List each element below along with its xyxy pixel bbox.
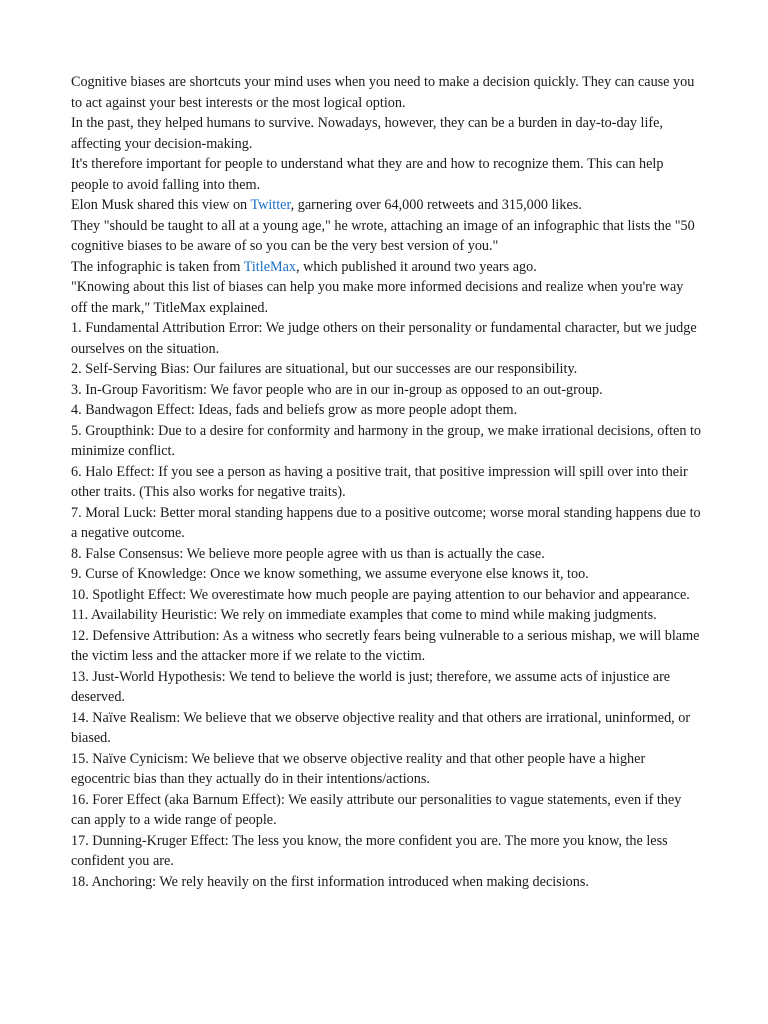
bias-item-11: 11. Availability Heuristic: We rely on immediate examples that come to mind while making judgments. bbox=[71, 607, 657, 623]
bias-item-16: 16. Forer Effect (aka Barnum Effect): We easily attribute our personalities to vague statements, even if they can apply to a wide range of people. bbox=[71, 791, 682, 828]
musk-text-after: , garnering over 64,000 retweets and 315,000 likes. bbox=[290, 197, 582, 213]
bias-item-18: 18. Anchoring: We rely heavily on the first information introduced when making decisions. bbox=[71, 873, 589, 890]
bias-item-3: 3. In-Group Favoritism: We favor people who are in our in-group as opposed to an out-group. bbox=[71, 381, 603, 398]
bias-item-12: 12. Defensive Attribution: As a witness who secretly fears being vulnerable to a serious mishap, we will blame the victim less and the attacker more if we relate to the victim. bbox=[71, 627, 700, 664]
bias-item-17: 17. Dunning-Kruger Effect: The less you know, the more confident you are. The more you know, the less confident you are. bbox=[71, 832, 668, 869]
bias-item-5: 5. Groupthink: Due to a desire for conformity and harmony in the group, we make irrational decisions, often to minimize conflict. bbox=[71, 422, 701, 459]
bias-item-15: 15. Naïve Cynicism: We believe that we observe objective reality and that other people have a higher egocentric bias than they actually do in their intentions/actions. bbox=[71, 750, 646, 787]
paragraph-importance: It's therefore important for people to understand what they are and how to recognize them. This can help people to avoid falling into them. bbox=[71, 156, 664, 193]
bias-item-7: 7. Moral Luck: Better moral standing happens due to a positive outcome; worse moral standing happens due to a negative outcome. bbox=[71, 504, 701, 541]
musk-text-before: Elon Musk shared this view on bbox=[71, 197, 251, 213]
paragraph-quote-titlemax: "Knowing about this list of biases can help you make more informed decisions and realize when you're way off the mark," TitleMax explained. bbox=[71, 279, 684, 316]
source-text-after: , which published it around two years ago. bbox=[296, 258, 537, 275]
bias-item-14: 14. Naïve Realism: We believe that we observe objective reality and that others are irrational, uninformed, or biased. bbox=[71, 709, 691, 746]
paragraph-history: In the past, they helped humans to survive. Nowadays, however, they can be a burden in day-to-day life, affecting your decision-making. bbox=[71, 115, 663, 152]
bias-item-13: 13. Just-World Hypothesis: We tend to believe the world is just; therefore, we assume acts of injustice are deserved. bbox=[71, 668, 671, 705]
bias-item-10: 10. Spotlight Effect: We overestimate how much people are paying attention to our behavior and appearance. bbox=[71, 586, 690, 603]
paragraph-quote-musk: They "should be taught to all at a young age," he wrote, attaching an image of an infographic that lists the "50 cognitive biases to be aware of so you can be the very best version of you." bbox=[71, 217, 695, 254]
paragraph-musk bbox=[71, 195, 703, 216]
paragraph-source bbox=[71, 257, 703, 278]
twitter-link[interactable]: Twitter bbox=[250, 197, 291, 213]
bias-item-2: 2. Self-Serving Bias: Our failures are situational, but our successes are our responsibility. bbox=[71, 361, 578, 377]
bias-item-4: 4. Bandwagon Effect: Ideas, fads and beliefs grow as more people adopt them. bbox=[71, 402, 518, 418]
paragraph-intro: Cognitive biases are shortcuts your mind uses when you need to make a decision quickly. They can cause you to act against your best interests or the most logical option. bbox=[71, 74, 695, 111]
source-text-before: The infographic is taken from bbox=[71, 258, 244, 275]
titlemax-link[interactable]: TitleMax bbox=[243, 258, 296, 275]
bias-item-1: 1. Fundamental Attribution Error: We judge others on their personality or fundamental character, but we judge ourselves on the situation. bbox=[71, 320, 697, 357]
bias-item-8: 8. False Consensus: We believe more people agree with us than is actually the case. bbox=[71, 545, 545, 562]
article-body bbox=[71, 72, 703, 892]
bias-item-6: 6. Halo Effect: If you see a person as having a positive trait, that positive impression will spill over into their other traits. (This also works for negative traits). bbox=[71, 463, 688, 500]
bias-item-9: 9. Curse of Knowledge: Once we know something, we assume everyone else knows it, too. bbox=[71, 566, 589, 582]
